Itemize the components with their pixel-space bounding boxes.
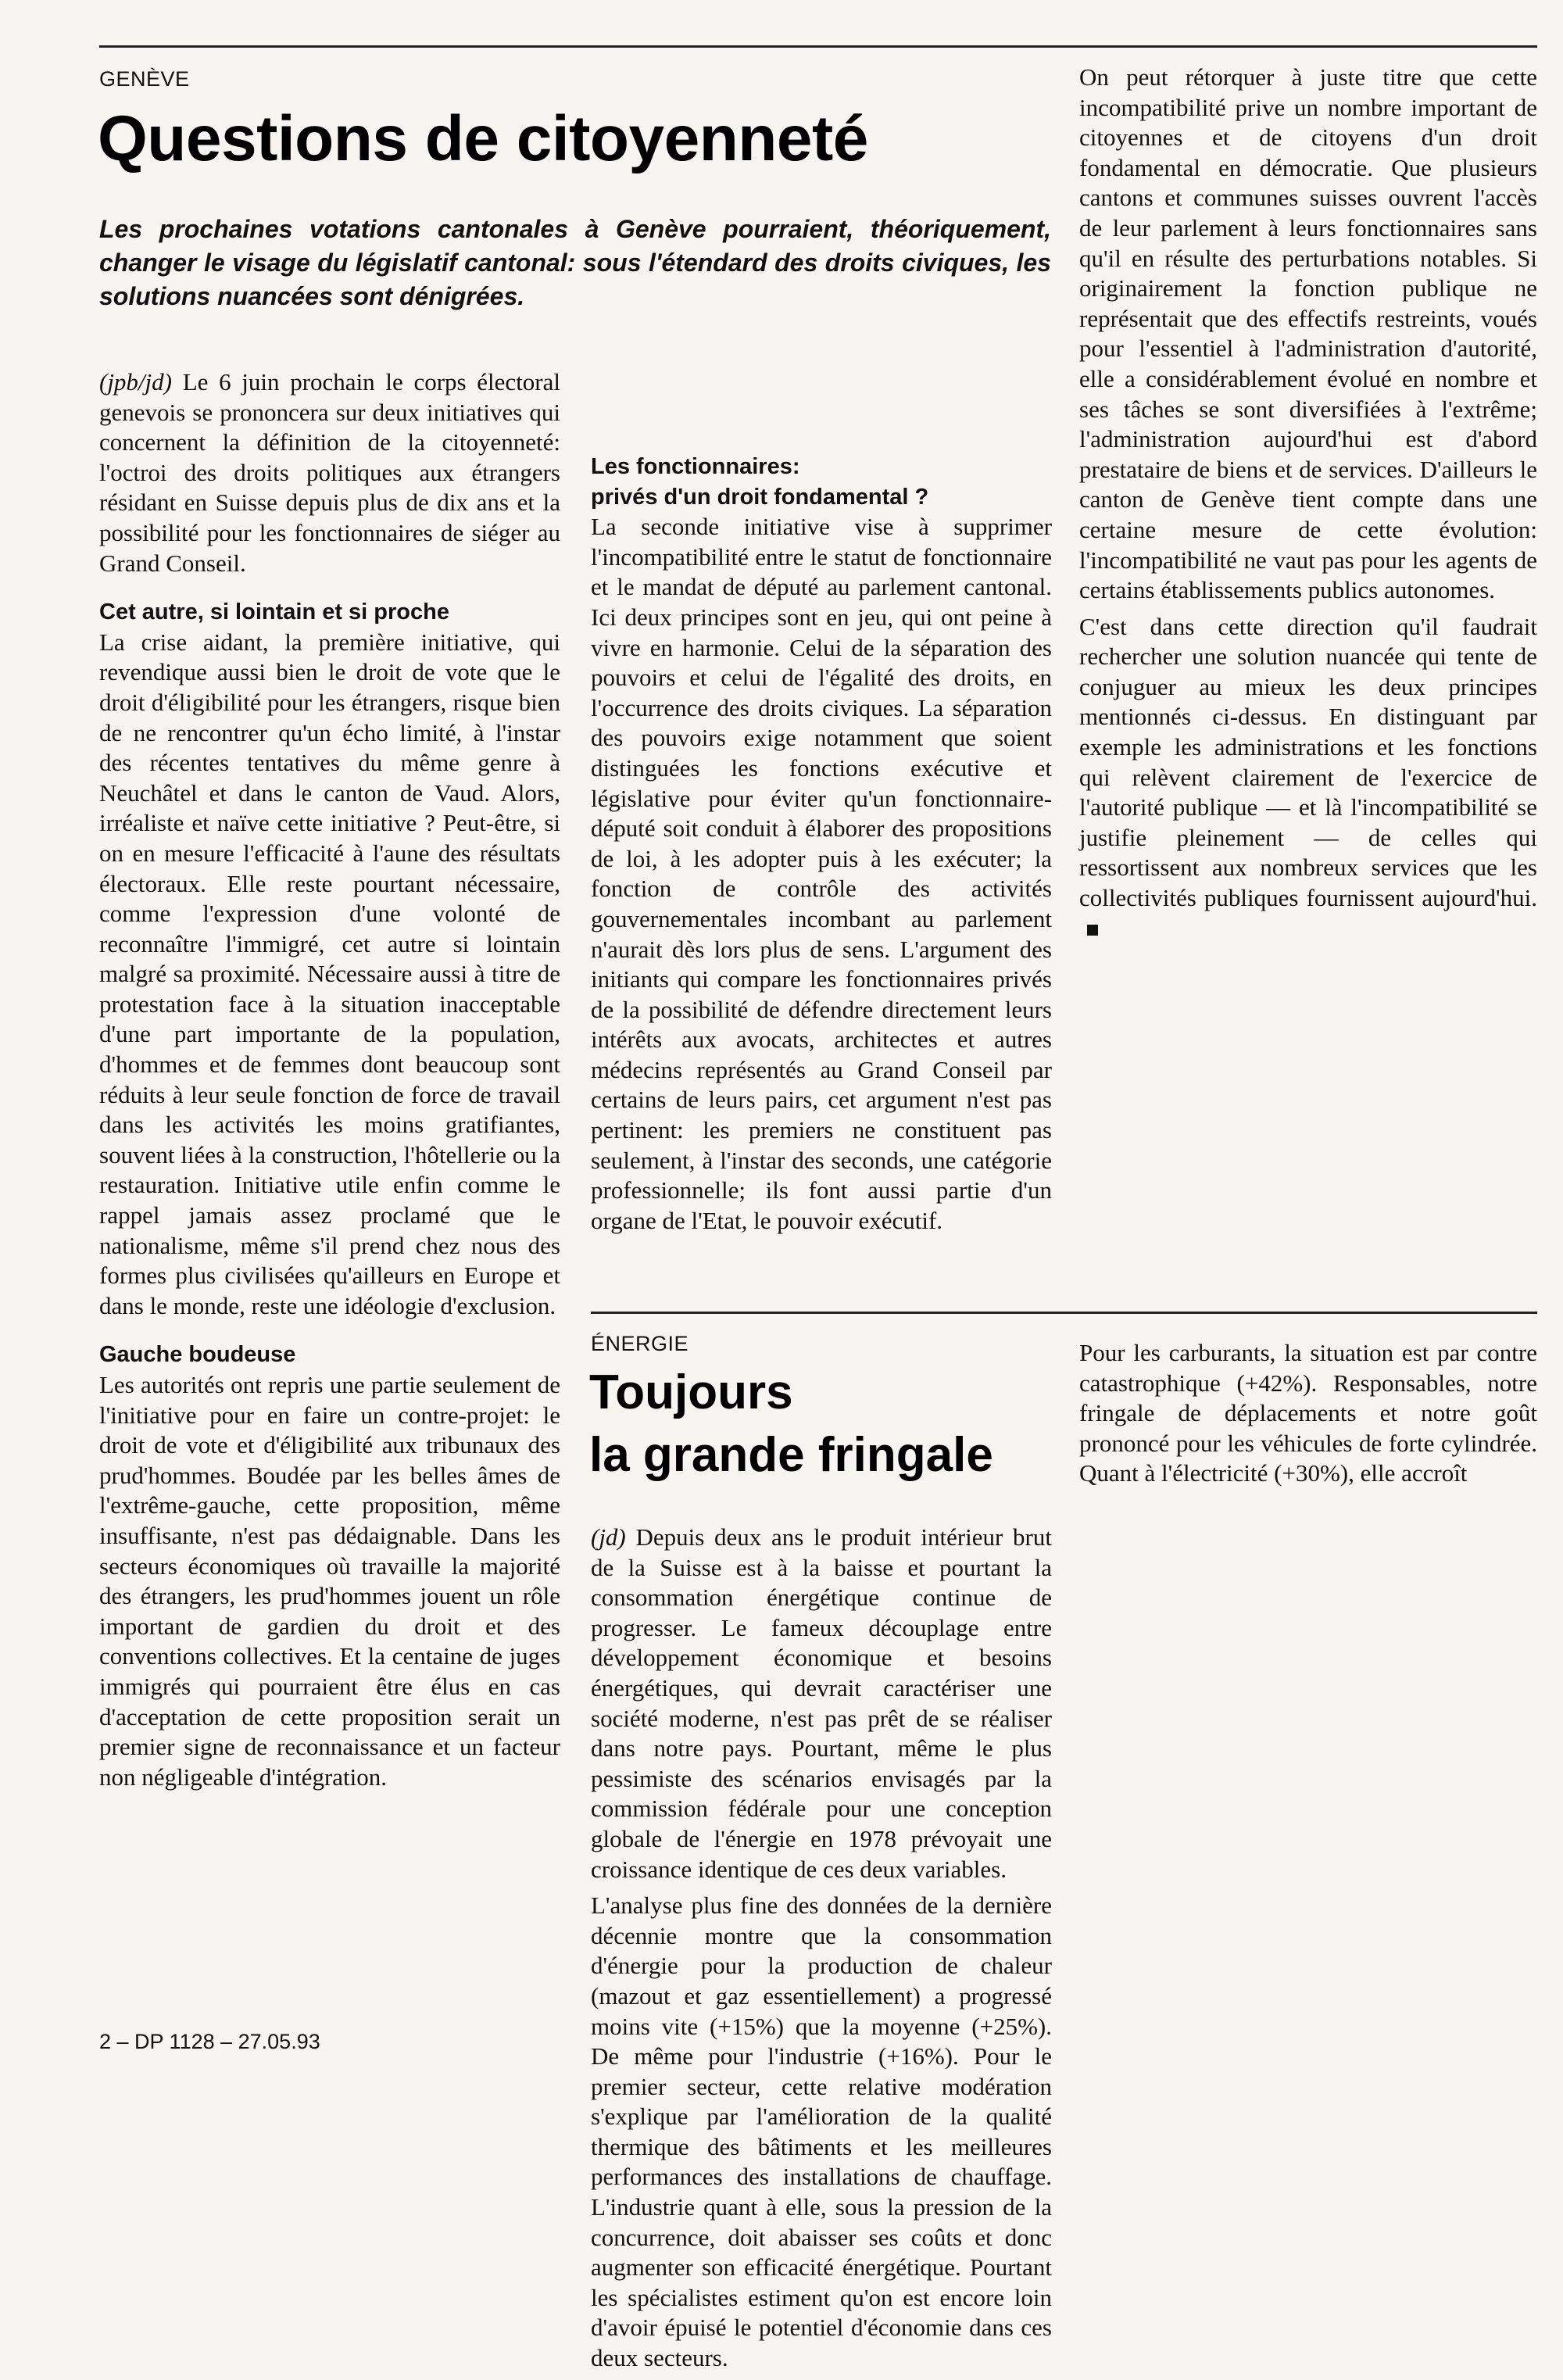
byline: (jd) xyxy=(591,1523,626,1551)
paragraph: La seconde initiative vise à supprimer l'incompatibilité entre le statut de fonctionnaire et le mandat de député au parlement cantonal. Ici deux principes sont en jeu, qui ont peine à vivre en harmonie. Celui de la séparation des pouvoirs et celui de l'égalité des droits, en l'occurrence des droits civiques. La séparation des pouvoirs exige notamment que soient distinguées les fonctions exécutive et législative pour éviter qu'un fonctionnaire-député soit conduit à élaborer des propositions de loi, à les adopter puis à les exécuter; la fonction de contrôle des activités gouvernementales incombant au parlement n'aurait dès lors plus de sens. L'argument des initiants qui compare les fonctionnaires privés de la possibilité de défendre directement leurs intérêts aux avocats, architectes et autres médecins représentés au Grand Conseil par certains de leurs pairs, cet argument n'est pas pertinent: les premiers ne constituent pas seulement, à l'instar des seconds, une catégorie professionnelle; ils font aussi partie d'un organe de l'Etat, le pouvoir exécutif. xyxy=(591,513,1052,1234)
paragraph: Les autorités ont repris une partie seulement de l'initiative pour en faire un contre-projet: le droit de vote et d'éligibilité aux tribunaux des prud'hommes. Boudée par les belles âmes de l'extrême-gauche, cette proposition, même insuffisante, n'est pas dédaignable. Dans les secteurs économiques où travaille la majorité des étrangers, les prud'hommes jouent un rôle important de gardien du droit et des conventions collectives. Et la centaine de juges immigrés qui pourraient être élus en cas d'acceptation de cette proposition serait un premier signe de reconnaissance et un facteur non négligeable d'intégration. xyxy=(99,1371,560,1791)
paragraph: La crise aidant, la première initiative, qui revendique aussi bien le droit de vote que le droit d'éligibilité pour les étrangers, risque bien de ne rencontrer qu'un écho limité, à l'instar des récentes tentatives du même genre à Neuchâtel et dans le canton de Vaud. Alors, irréaliste et naïve cette initiative ? Peut-être, si on en mesure l'efficacité à l'aune des résultats électoraux. Elle reste pourtant nécessaire, comme l'expression d'une volonté de reconnaître l'immigré, cet autre si lointain malgré sa proximité. Nécessaire aussi à titre de protestation face à la situation inacceptable d'une part importante de la population, d'hommes et de femmes dont beaucoup sont réduits à leur seule fonction de force de travail dans les activités les moins gratifiantes, souvent liées à la construction, l'hôtellerie ou la restauration. Initiative utile enfin comme le rappel jamais assez proclamé que le nationalisme, même s'il prend chez nous des formes plus civilisées qu'ailleurs en Europe et dans le monde, reste une idéologie d'exclusion. xyxy=(99,628,560,1319)
article2-column-2 xyxy=(1079,1338,1537,1495)
end-mark-icon xyxy=(1087,925,1098,936)
subheading-gauche-boudeuse: Gauche boudeuse xyxy=(99,1342,296,1368)
article2-title xyxy=(589,1362,993,1487)
subheading-line-2: privés d'un droit fondamental ? xyxy=(591,484,929,510)
paragraph: L'analyse plus fine des données de la dernière décennie montre que la consommation d'énergie pour la production de chaleur (mazout et gaz essentiellement) a progressé moins vite (+15%) que la moyenne (+25%). De même pour l'industrie (+16%). Pour le premier secteur, cette relative modération s'explique par l'amélioration de la qualité thermique des bâtiments et les meilleures performances des installations de chauffage. L'industrie quant à elle, sous la pression de la concurrence, doit abaisser ses coûts et donc augmenter son efficacité énergétique. Pourtant les spécialistes estiment qu'on est encore loin d'avoir épuisé le potentiel d'économie dans ces deux secteurs. xyxy=(591,1891,1052,2372)
section-kicker-geneve: GENÈVE xyxy=(99,67,190,91)
title-line-1: Toujours xyxy=(589,1365,793,1419)
paragraph: On peut rétorquer à juste titre que cette incompatibilité prive un nombre important de citoyennes et de citoyens d'un droit fondamental en démocratie. Que plusieurs cantons et communes suisses ouvrent l'accès de leur parlement à leurs fonctionnaires sans qu'il en résulte des perturbations notables. Si originairement la fonction publique ne représentait que des effectifs restreints, voués pour l'essentiel à l'administration d'autorité, elle a considérablement évolué en nombre et ses tâches se sont diversifiées à l'extrême; l'administration aujourd'hui est d'abord prestataire de biens et de services. D'ailleurs le canton de Genève tient compte dans une certaine mesure de cette évolution: l'incompatibilité ne vaut pas pour les agents de certains établissements publics autonomes. xyxy=(1079,63,1537,604)
page-footer: 2 – DP 1128 – 27.05.93 xyxy=(99,2030,320,2053)
paragraph-closing xyxy=(1079,612,1537,944)
article1-column-3 xyxy=(1079,63,1537,950)
byline: (jpb/jd) xyxy=(99,368,172,395)
paragraph: Pour les carburants, la situation est par contre catastrophique (+42%). Responsables, notre fringale de déplacements et notre goût prononcé pour les véhicules de forte cylindrée. Quant à l'électricité (+30%), elle accroît xyxy=(1079,1339,1537,1487)
article2-column-1 xyxy=(591,1523,1052,2380)
subheading-fonctionnaires xyxy=(591,452,1052,512)
article-title: Questions de citoyenneté xyxy=(98,103,868,174)
paragraph-text: Depuis deux ans le produit intérieur brut de la Suisse est à la baisse et pourtant la consommation énergétique continue de progresser. Le fameux découplage entre développement économique et besoins énergétiques, qui devrait caractériser une société moderne, n'est pas prêt de se réaliser dans notre pays. Pourtant, même le plus pessimiste des scénarios envisagés par la commission fédérale pour une conception globale de l'énergie en 1978 prévoyait une croissance identique de ces deux variables. xyxy=(591,1523,1052,1883)
article1-column-2 xyxy=(591,367,1052,1252)
closing-text: C'est dans cette direction qu'il faudrait rechercher une solution nuancée qui tente de conjuguer au mieux les deux principes mentionnés ci-dessus. En distinguant par exemple les administrations et les fonctions qui relèvent clairement de l'exercice de l'autorité publique — et là l'incompatibilité se justifie pleinement — de celles qui ressortissent aux nombreux services que les collectivités publiques fournissent aujourd'hui. xyxy=(1079,612,1537,912)
section-rule-energie xyxy=(591,1312,1537,1314)
subheading-cet-autre: Cet autre, si lointain et si proche xyxy=(99,599,449,625)
title-line-2: la grande fringale xyxy=(589,1428,993,1482)
paragraph xyxy=(591,1523,1052,1884)
article1-column-1 xyxy=(99,367,560,1798)
intro-text: Le 6 juin prochain le corps électoral genevois se prononcera sur deux initiatives qui concernent la définition de la citoyenneté: l'octroi des droits politiques aux étrangers résidant en Suisse depuis plus de dix ans et la possibilité pour les fonctionnaires de siéger au Grand Conseil. xyxy=(99,368,560,577)
top-rule xyxy=(99,45,1537,48)
subheading-line-1: Les fonctionnaires: xyxy=(591,454,800,479)
article-lead: Les prochaines votations cantonales à Genève pourraient, théoriquement, changer le visage du législatif cantonal: sous l'étendard des droits civiques, les solutions nuancées sont dénigrées. xyxy=(99,215,1051,310)
intro-paragraph xyxy=(99,367,560,578)
section-kicker-energie: ÉNERGIE xyxy=(591,1332,689,1355)
